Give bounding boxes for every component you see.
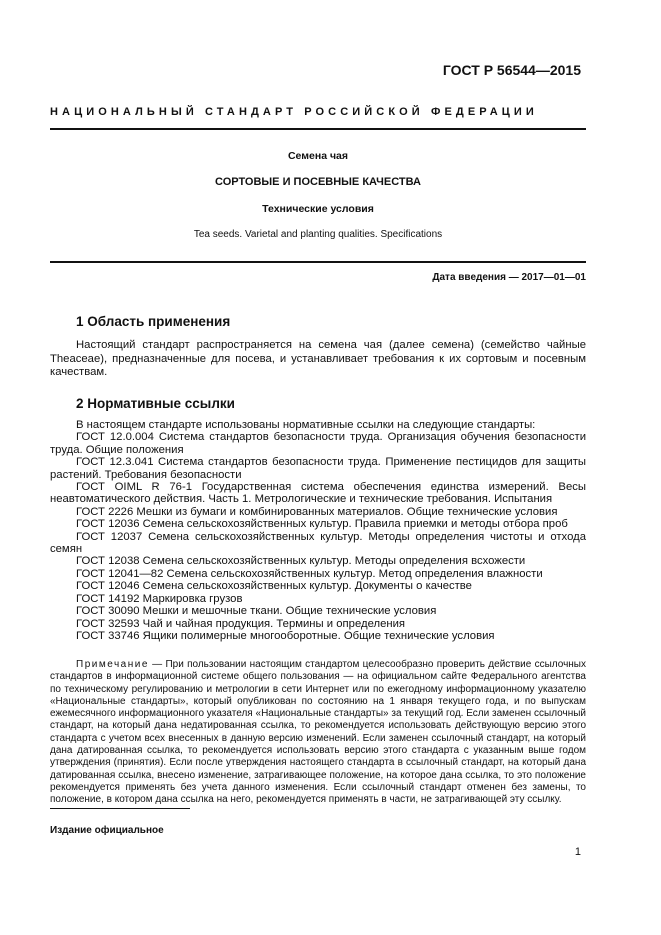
official-edition-label: Издание официальное xyxy=(50,825,164,836)
section-1-text: Настоящий стандарт распространяется на семена чая (далее семена) (семейство чайные Theaceae), предназначенные для посева, и устанавливает требования к их сортовым и посевным качествам. xyxy=(50,339,586,379)
national-standard-banner: НАЦИОНАЛЬНЫЙ СТАНДАРТ РОССИЙСКОЙ ФЕДЕРАЦИИ xyxy=(50,106,538,118)
reference-item: ГОСТ 12038 Семена сельскохозяйственных культур. Методы определения всхожести xyxy=(76,555,526,568)
title-line-1: Семена чая xyxy=(287,150,349,162)
page-number: 1 xyxy=(574,846,581,858)
title-english: Tea seeds. Varietal and planting qualities. Specifications xyxy=(193,229,443,240)
reference-item: ГОСТ 12036 Семена сельскохозяйственных культур. Правила приемки и методы отбора проб xyxy=(76,518,568,531)
reference-item: ГОСТ OIML R 76-1 Государственная система обеспечения единства измерений. Весы неавтоматического действия. Часть 1. Метрологические и технические требования. Испытания xyxy=(50,481,586,506)
reference-item: ГОСТ 33746 Ящики полимерные многооборотные. Общие технические условия xyxy=(76,629,495,642)
section-1-heading: 1 Область применения xyxy=(76,314,231,329)
references-list xyxy=(50,419,586,642)
references-intro: В настоящем стандарте использованы нормативные ссылки на следующие стандарты: xyxy=(76,419,536,431)
title-line-2: СОРТОВЫЕ И ПОСЕВНЫЕ КАЧЕСТВА xyxy=(215,176,421,188)
reference-item: ГОСТ 30090 Мешки и мешочные ткани. Общие технические условия xyxy=(76,605,437,618)
standard-code: ГОСТ Р 56544—2015 xyxy=(442,62,581,78)
references-note xyxy=(50,659,586,807)
reference-item: ГОСТ 12046 Семена сельскохозяйственных культур. Документы о качестве xyxy=(76,580,472,593)
reference-item: ГОСТ 12041—82 Семена сельскохозяйственных культур. Метод определения влажности xyxy=(76,567,543,580)
reference-item: ГОСТ 14192 Маркировка грузов xyxy=(76,592,243,605)
section-2-heading: 2 Нормативные ссылки xyxy=(76,396,235,411)
reference-item: ГОСТ 12037 Семена сельскохозяйственных культур. Методы определения чистоты и отхода семян xyxy=(50,530,586,556)
reference-item: ГОСТ 12.0.004 Система стандартов безопасности труда. Организация обучения безопасности труда. Общие положения xyxy=(50,431,586,456)
title-divider xyxy=(50,261,586,263)
section-1-body xyxy=(50,339,586,380)
reference-item: ГОСТ 12.3.041 Система стандартов безопасности труда. Применение пестицидов для защиты растений. Требования безопасности xyxy=(50,456,586,481)
title-line-3: Технические условия xyxy=(262,203,374,215)
reference-item: ГОСТ 32593 Чай и чайная продукция. Термины и определения xyxy=(76,617,406,630)
note-text: — При пользовании настоящим стандартом целесообразно проверить действие ссылочных стандартов в информационной системе общего пользования — на официальном сайте Федерального агентства по техническому регулированию и метрологии в сети Интернет или по ежегодному информационному указателю «Национальные стандарты», который опубликован по состоянию на 1 января текущего года, и по выпускам ежемесячного информационного указателя «Национальные стандарты» за текущий год. Если заменен ссылочный стандарт, на который дана недатированная ссылка, то рекомендуется использовать действующую версию этого стандарта с учетом всех внесенных в данную версию изменений. Если заменен ссылочный стандарт, на который дана датированная ссылка, то рекомендуется использовать версию этого стандарта с указанным выше годом утверждения (принятия). Если после утверждения настоящего стандарта в ссылочный стандарт, на который дана датированная ссылка, внесено изменение, затрагивающее положение, на которое дана ссылка, то это положение рекомендуется применять без учета данного изменения. Если ссылочный стандарт отменен без замены, то положение, в котором дана ссылка на него, рекомендуется применять в части, не затрагивающей эту ссылку. xyxy=(50,659,586,806)
footer-divider xyxy=(50,808,190,809)
introduction-date: Дата введения — 2017—01—01 xyxy=(432,272,586,283)
reference-item: ГОСТ 2226 Мешки из бумаги и комбинированных материалов. Общие технические условия xyxy=(76,505,558,518)
note-label: Примечание xyxy=(76,659,149,670)
top-divider xyxy=(50,128,586,130)
